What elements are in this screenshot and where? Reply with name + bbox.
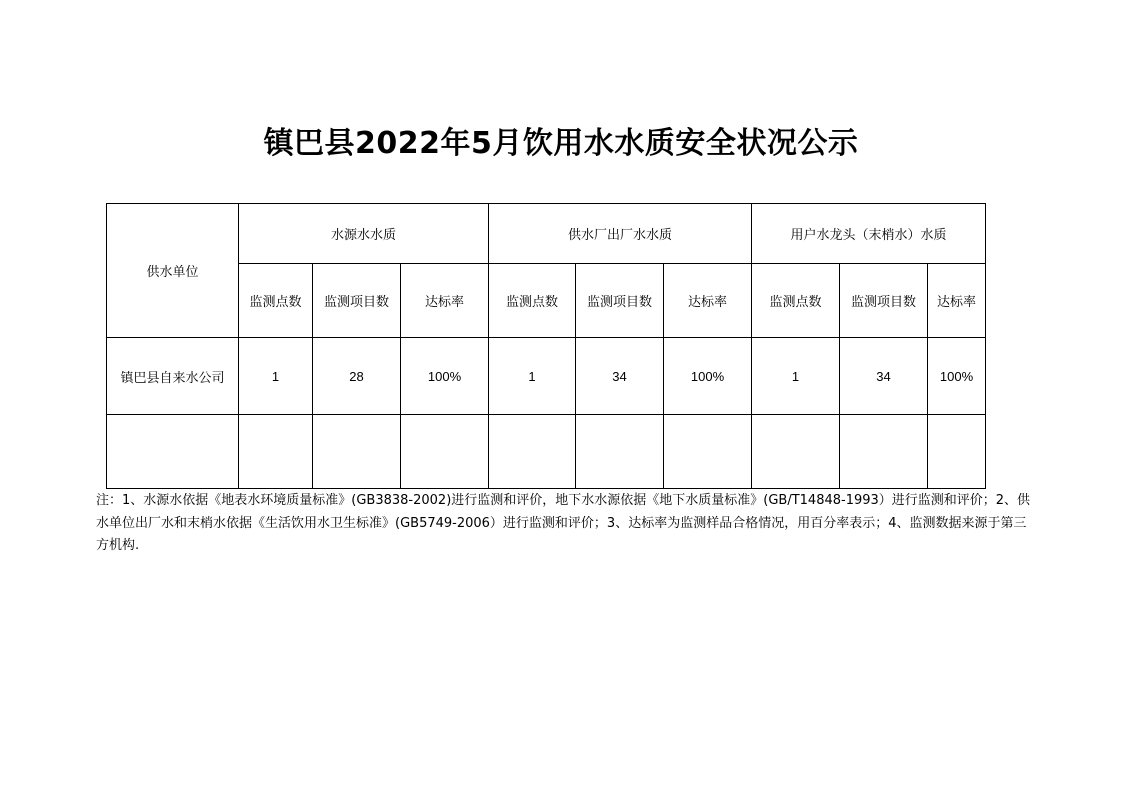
table-cell xyxy=(840,415,928,489)
table-cell xyxy=(752,415,840,489)
subheader-points: 监测点数 xyxy=(489,264,576,338)
subheader-rate: 达标率 xyxy=(664,264,752,338)
supplier-header: 供水单位 xyxy=(107,204,239,338)
table-cell: 1 xyxy=(752,338,840,415)
table-subheader-row xyxy=(107,264,986,338)
water-quality-table xyxy=(106,203,986,489)
subheader-rate: 达标率 xyxy=(401,264,489,338)
table-cell xyxy=(664,415,752,489)
group-header-tap-water: 用户水龙头（末梢水）水质 xyxy=(752,204,986,264)
table-cell: 34 xyxy=(840,338,928,415)
table-cell: 1 xyxy=(489,338,576,415)
table-cell: 100% xyxy=(401,338,489,415)
table-row xyxy=(107,338,986,415)
subheader-points: 监测点数 xyxy=(239,264,313,338)
supplier-name xyxy=(107,415,239,489)
table-row xyxy=(107,415,986,489)
subheader-items: 监测项目数 xyxy=(313,264,401,338)
supplier-name: 镇巴县自来水公司 xyxy=(107,338,239,415)
footnote: 注：1、水源水依据《地表水环境质量标准》(GB3838-2002)进行监测和评价，地下水水源依据《地下水质量标准》(GB/T14848-1993）进行监测和评价；2、供水单位出厂水和末梢水依据《生活饮用水卫生标准》(GB5749-2006）进行监测和评价；3、达标率为监测样品合格情况，用百分率表示；4、监测数据来源于第三方机构. xyxy=(96,493,1031,553)
table-cell xyxy=(489,415,576,489)
table-cell: 34 xyxy=(576,338,664,415)
group-header-plant-water: 供水厂出厂水水质 xyxy=(489,204,752,264)
subheader-points: 监测点数 xyxy=(752,264,840,338)
table-cell xyxy=(928,415,986,489)
table-cell: 28 xyxy=(313,338,401,415)
subheader-rate: 达标率 xyxy=(928,264,986,338)
table-cell xyxy=(239,415,313,489)
table-cell: 100% xyxy=(928,338,986,415)
group-header-source-water: 水源水水质 xyxy=(239,204,489,264)
table-cell xyxy=(313,415,401,489)
subheader-items: 监测项目数 xyxy=(576,264,664,338)
subheader-items: 监测项目数 xyxy=(840,264,928,338)
table-cell: 100% xyxy=(664,338,752,415)
page-title: 镇巴县2022年5月饮用水水质安全状况公示 xyxy=(263,126,859,161)
table-group-header-row xyxy=(107,204,986,264)
table-cell xyxy=(401,415,489,489)
table-cell xyxy=(576,415,664,489)
table-cell: 1 xyxy=(239,338,313,415)
